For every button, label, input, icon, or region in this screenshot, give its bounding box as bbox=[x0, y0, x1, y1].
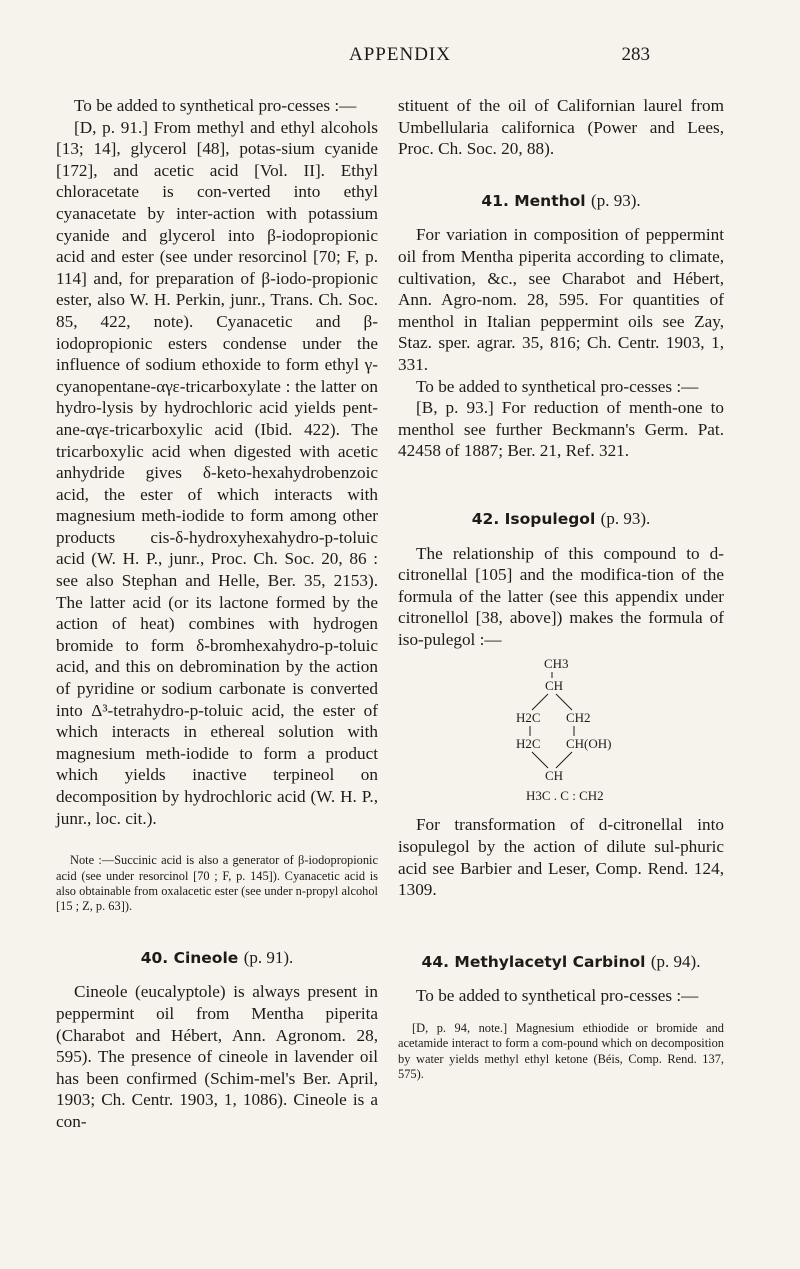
menthol-synthetical-intro: To be added to synthetical pro-cesses :— bbox=[416, 376, 699, 396]
section-40-title: 40. Cineole bbox=[140, 948, 239, 967]
running-header bbox=[0, 44, 800, 74]
section-44-title: 44. Methylacetyl Carbinol bbox=[421, 952, 646, 971]
section-42-page: (p. 93). bbox=[600, 508, 651, 528]
formula-bond bbox=[532, 694, 548, 710]
section-42-heading bbox=[398, 508, 724, 531]
synthetical-intro: To be added to synthetical pro-cesses :— bbox=[74, 96, 357, 115]
isopulegol-structural-formula bbox=[516, 656, 636, 806]
formula-bond bbox=[556, 694, 572, 710]
section-41-title: 41. Menthol bbox=[481, 191, 586, 210]
methylacetyl-synthetical-intro: To be added to synthetical pro-cesses :— bbox=[416, 986, 699, 1006]
formula-ch-top: CH bbox=[545, 678, 564, 694]
section-42-title: 42. Isopulegol bbox=[471, 509, 596, 528]
formula-bond bbox=[556, 752, 572, 768]
running-title: APPENDIX bbox=[349, 44, 451, 65]
left-column bbox=[56, 95, 378, 1133]
cineole-continuation: stituent of the oil of Californian laurel from Umbellularia californica (Power and Lees, Proc. Ch. Soc. 20, 88). bbox=[398, 96, 724, 159]
right-column bbox=[398, 95, 724, 1083]
section-41-page: (p. 93). bbox=[591, 190, 641, 210]
formula-ch-bottom: CH bbox=[545, 768, 564, 784]
menthone-reduction-paragraph: [B, p. 93.] For reduction of menth-one to menthol see further Beckmann's Germ. Pat. 42458 of 1887; Ber. 21, Ref. 321. bbox=[398, 398, 724, 461]
formula-ch3: CH3 bbox=[544, 656, 569, 672]
section-40-page: (p. 91). bbox=[243, 947, 294, 967]
formula-h2c-left: H2C bbox=[516, 710, 541, 726]
glycerol-synthesis-paragraph: [D, p. 91.] From methyl and ethyl alcohols [13; 14], glycerol [48], potas-sium cyanide [172], and acetic acid [Vol. II]. Ethyl chloracetate is con-verted into ethyl cyanacetate by inter-action with potassium cyanide and glycerol into β-iodopropionic acid and ester (see under resorcinol [70; F, p. 114] and, for preparation of β-iodo-propionic ester, also W. H. Perkin, junr., Trans. Ch. Soc. 85, 422, note). Cyanacetic and β-iodopropionic esters condense under the influence of sodium ethoxide to form ethyl γ-cyanopentane-αγε-tricarboxylate : the latter on hydro-lysis by hydrochloric acid yields pent-ane-αγε-tricarboxylic acid (Ibid. 422). The tricarboxylic acid when digested with acetic anhydride gives δ-keto-hexahydrobenzoic acid, the ester of which interacts with magnesium meth-iodide to form among other products cis-δ-hydroxyhexahydro-p-toluic acid (W. H. P., junr., Proc. Ch. Soc. 20, 86 : see also Stephan and Helle, Ber. 35, 2153). The latter acid (or its lactone formed by the action of heat) combines with hydrogen bromide to form δ-bromhexahydro-p-toluic acid, and this on debromination by the action of pyridine or sodium carbonate is converted into Δ³-tetrahydro-p-toluic acid, the ester of which interacts in ethereal solution with magnesium meth-iodide to form a product which yields inactive terpineol on decomposition by hydrochloric acid (W. H. P., junr., loc. cit.). bbox=[56, 117, 378, 828]
formula-ch2-right: CH2 bbox=[566, 710, 591, 726]
formula-choh: CH(OH) bbox=[566, 736, 612, 752]
citronellal-transformation-paragraph: For transformation of d-citronellal into isopulegol by the action of dilute sul-phuric acid see Barbier and Leser, Comp. Rend. 124, 1309. bbox=[398, 815, 724, 900]
formula-side-chain: H3C . C : CH2 bbox=[526, 788, 604, 804]
formula-h2c-lower: H2C bbox=[516, 736, 541, 752]
section-41-heading bbox=[398, 190, 724, 213]
cineole-paragraph: Cineole (eucalyptole) is always present in peppermint oil from Mentha piperita (Charabot and Hébert, Ann. Agronom. 28, 595). The presence of cineole in lavender oil has been confirmed (Schim-mel's Ber. April, 1903; Ch. Centr. 1903, 1, 1086). Cineole is a con- bbox=[56, 982, 378, 1131]
menthol-variation-paragraph: For variation in composition of peppermint oil from Mentha piperita according to climate, cultivation, &c., see Charabot and Hébert, Ann. Agro-nom. 28, 595. For quantities of menthol in Italian peppermint oils see Zay, Staz. sper. agrar. 35, 816; Ch. Centr. 1903, 1, 331. bbox=[398, 225, 724, 374]
page-number: 283 bbox=[621, 44, 650, 65]
succinic-note: Note :—Succinic acid is also a generator of β-iodopropionic acid (see under resorcinol [70 ; F, p. 145]). Cyanacetic acid is also obtainable from oxalacetic ester (see under n-propyl alcohol [15 ; Z, p. 63]). bbox=[56, 853, 378, 914]
formula-bond bbox=[532, 752, 548, 768]
section-40-heading bbox=[56, 947, 378, 970]
magnesium-ethiodide-note: [D, p. 94, note.] Magnesium ethiodide or bromide and acetamide interact to form a com-pound which on decomposition by water yields methyl ethyl ketone (Béis, Comp. Rend. 137, 575). bbox=[398, 1021, 724, 1082]
isopulegol-paragraph: The relationship of this compound to d-citronellal [105] and the modifica-tion of the formula of the latter (see this appendix under citronellol [38, above]) makes the formula of iso-pulegol :— bbox=[398, 543, 724, 649]
section-44-page: (p. 94). bbox=[650, 951, 701, 971]
section-44-heading bbox=[398, 951, 724, 974]
